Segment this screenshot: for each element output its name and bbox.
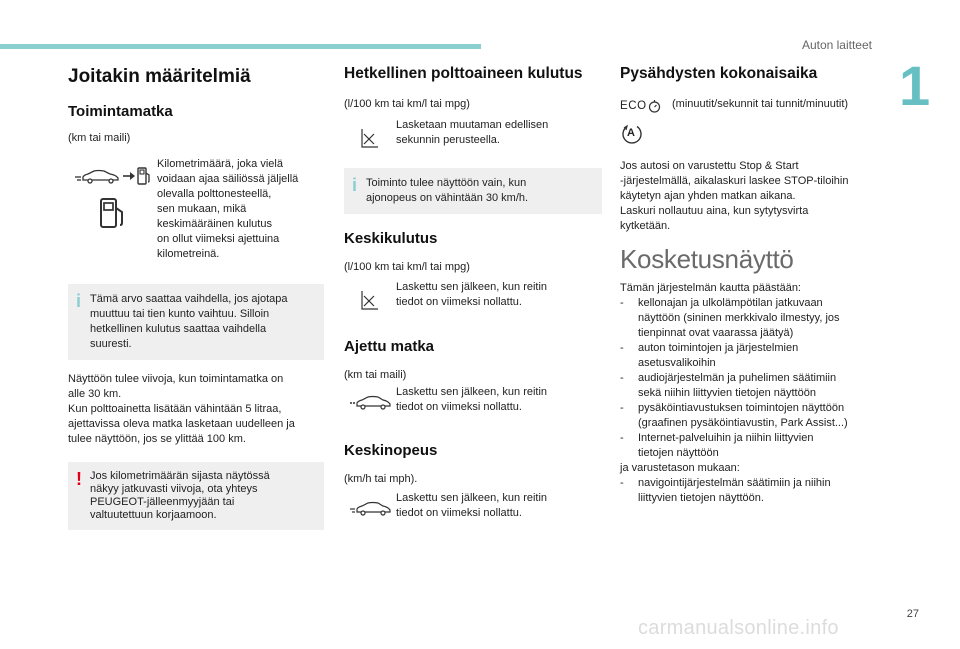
- list-item: [620, 371, 878, 401]
- heading-average-speed: Keskinopeus: [344, 442, 438, 459]
- paragraph-line: kytketään.: [620, 220, 671, 232]
- distance-desc-line: Laskettu sen jälkeen, kun reitin: [396, 386, 548, 398]
- instant-definition: [344, 118, 602, 148]
- list-line: pysäköintiavustuksen toimintojen näyttöön: [638, 402, 845, 414]
- car-speed-icon: [349, 500, 391, 516]
- header-accent-bar: [0, 44, 481, 49]
- list-line: Internet-palveluihin ja niihin liittyvien: [638, 432, 814, 444]
- column-stop-touchscreen: [620, 62, 878, 506]
- range-car-fuel-group: [74, 166, 152, 186]
- range-desc-line: voidaan ajaa säiliössä jäljellä: [157, 173, 299, 185]
- range-definition: [68, 156, 324, 262]
- average-unit: (l/100 km tai km/l tai mpg): [344, 261, 470, 273]
- list-line: audiojärjestelmän ja puhelimen säätimiin: [638, 372, 837, 384]
- warning-note-range: [68, 462, 324, 530]
- fuel-pump-large-icon: [98, 196, 128, 230]
- range-icons: [68, 156, 157, 230]
- speed-desc-line: tiedot on viimeksi nollattu.: [396, 507, 522, 519]
- distance-unit: (km tai maili): [344, 369, 407, 381]
- heading-total-stop-time: Pysähdysten kokonaisaika: [620, 65, 818, 82]
- range-paragraph: [68, 372, 324, 447]
- section-title: Auton laitteet: [801, 38, 872, 52]
- speed-definition: [344, 491, 602, 521]
- info-line: Toiminto tulee näyttöön vain, kun: [366, 177, 527, 189]
- page-number: 27: [906, 608, 919, 620]
- list-item: [620, 296, 878, 341]
- info-line: hetkellinen kulutus saattaa vaihdella: [90, 323, 267, 335]
- list-dash: -: [620, 342, 624, 354]
- range-desc-line: kilometreinä.: [157, 248, 220, 260]
- average-definition: [344, 280, 602, 310]
- info-note-instant: [344, 168, 602, 214]
- instant-unit: (l/100 km tai km/l tai mpg): [344, 98, 470, 110]
- car-distance-icon: [349, 394, 391, 410]
- range-desc-line: on ollut viimeksi ajettuina: [157, 233, 280, 245]
- paragraph-line: -järjestelmällä, aikalaskuri laskee STOP-tiloihin: [620, 175, 849, 187]
- warning-line: PEUGEOT-jälleenmyyjään tai: [90, 496, 235, 508]
- list-line: liittyvien tietojen näyttöön.: [638, 492, 764, 504]
- fuel-gauge-icon: [361, 128, 379, 148]
- list-dash: -: [620, 477, 624, 489]
- paragraph-line: Jos autosi on varustettu Stop & Start: [620, 160, 799, 172]
- column-definitions: [68, 62, 324, 530]
- heading-distance: Ajettu matka: [344, 338, 435, 355]
- warning-icon: !: [76, 469, 82, 489]
- touchscreen-extra: ja varustetason mukaan:: [620, 462, 740, 474]
- speed-unit: (km/h tai mph).: [344, 473, 418, 485]
- info-icon: i: [352, 175, 358, 195]
- paragraph-line: Laskuri nollautuu aina, kun sytytysvirta: [620, 205, 809, 217]
- list-dash: -: [620, 372, 624, 384]
- fuel-gauge-icon: [361, 290, 379, 310]
- instant-desc-line: sekunnin perusteella.: [396, 134, 500, 146]
- paragraph-line: tulee näyttöön, jos se ylittää 100 km.: [68, 433, 246, 445]
- speed-desc-line: Laskettu sen jälkeen, kun reitin: [396, 492, 548, 504]
- list-line: kellonajan ja ulkolämpötilan jatkuvaan: [638, 297, 823, 309]
- arrow-right-icon: [122, 170, 136, 182]
- stop-start-icon: [621, 123, 643, 145]
- warning-line: näkyy jatkuvasti viivoja, ota yhteys: [90, 483, 258, 495]
- heading-touchscreen: Kosketusnäyttö: [620, 244, 794, 274]
- warning-line: valtuutettuun korjaamoon.: [90, 509, 217, 521]
- warning-line: Jos kilometrimäärän sijasta näytössä: [90, 470, 270, 482]
- average-description: [396, 280, 602, 310]
- range-desc-line: Kilometrimäärä, joka vielä: [157, 158, 283, 170]
- average-desc-line: tiedot on viimeksi nollattu.: [396, 296, 522, 308]
- stopwatch-icon: [648, 99, 661, 113]
- paragraph-line: Kun polttoainetta lisätään vähintään 5 litraa,: [68, 403, 282, 415]
- touchscreen-intro: Tämän järjestelmän kautta päästään:: [620, 282, 801, 294]
- list-item: [620, 431, 878, 461]
- info-line: muuttuu tai tien kunto vaihtuu. Silloin: [90, 308, 270, 320]
- info-note-range: [68, 284, 324, 360]
- chapter-number: 1: [899, 54, 931, 117]
- info-line: ajonopeus on vähintään 30 km/h.: [366, 192, 529, 204]
- range-desc-line: olevalla polttonesteellä,: [157, 188, 272, 200]
- list-line: auton toimintojen ja järjestelmien: [638, 342, 799, 354]
- list-dash: -: [620, 432, 624, 444]
- stop-time-paragraph: [620, 159, 878, 234]
- info-icon: i: [76, 291, 82, 311]
- range-unit: (km tai maili): [68, 132, 131, 144]
- distance-definition: [344, 385, 602, 415]
- list-item: [620, 476, 878, 506]
- fuel-pump-icon: [136, 166, 152, 186]
- list-item: [620, 401, 878, 431]
- list-line: asetusvalikoihin: [638, 357, 716, 369]
- list-line: sekä niihin liittyvien tietojen näyttöön: [638, 387, 816, 399]
- range-desc-line: keskimääräinen kulutus: [157, 218, 272, 230]
- info-line: Tämä arvo saattaa vaihdella, jos ajotapa: [90, 293, 288, 305]
- paragraph-line: Näyttöön tulee viivoja, kun toimintamatka on: [68, 373, 284, 385]
- list-line: tietojen näyttöön: [638, 447, 719, 459]
- instant-description: [396, 118, 602, 148]
- heading-range: Toimintamatka: [68, 103, 173, 120]
- eco-label: ECO: [620, 100, 647, 112]
- list-dash: -: [620, 297, 624, 309]
- list-dash: -: [620, 402, 624, 414]
- info-line: suuresti.: [90, 338, 132, 350]
- list-line: tienpinnat ovat vaarassa jäätyä): [638, 327, 794, 339]
- list-line: (graafinen pysäköintiavustin, Park Assist...): [638, 417, 848, 429]
- column-consumption: [344, 62, 602, 521]
- instant-desc-line: Lasketaan muutaman edellisen: [396, 119, 549, 131]
- list-line: navigointijärjestelmän säätimiin ja niihin: [638, 477, 831, 489]
- stop-time-unit: (minuutit/sekunnit tai tunnit/minuutit): [672, 98, 849, 110]
- touchscreen-list: [620, 296, 878, 461]
- speed-description: [396, 491, 602, 521]
- page-title: Joitakin määritelmiä: [68, 66, 251, 87]
- heading-instant-consumption: Hetkellinen polttoaineen kulutus: [344, 65, 583, 82]
- list-line: näyttöön (sininen merkkivalo ilmestyy, jos: [638, 312, 840, 324]
- distance-description: [396, 385, 602, 415]
- distance-desc-line: tiedot on viimeksi nollattu.: [396, 401, 522, 413]
- stop-time-definition: [620, 99, 878, 113]
- range-desc-line: sen mukaan, mikä: [157, 203, 247, 215]
- stop-start-letter: A: [627, 127, 635, 139]
- average-desc-line: Laskettu sen jälkeen, kun reitin: [396, 281, 548, 293]
- car-icon: [74, 168, 122, 184]
- range-description: [157, 156, 324, 262]
- paragraph-line: alle 30 km.: [68, 388, 122, 400]
- paragraph-line: ajettavissa oleva matka lasketaan uudelleen ja: [68, 418, 295, 430]
- heading-average-consumption: Keskikulutus: [344, 230, 438, 247]
- paragraph-line: käytetyn ajan yhden matkan aikana.: [620, 190, 796, 202]
- list-item: [620, 341, 878, 371]
- watermark-text: carmanualsonline.info: [638, 617, 839, 639]
